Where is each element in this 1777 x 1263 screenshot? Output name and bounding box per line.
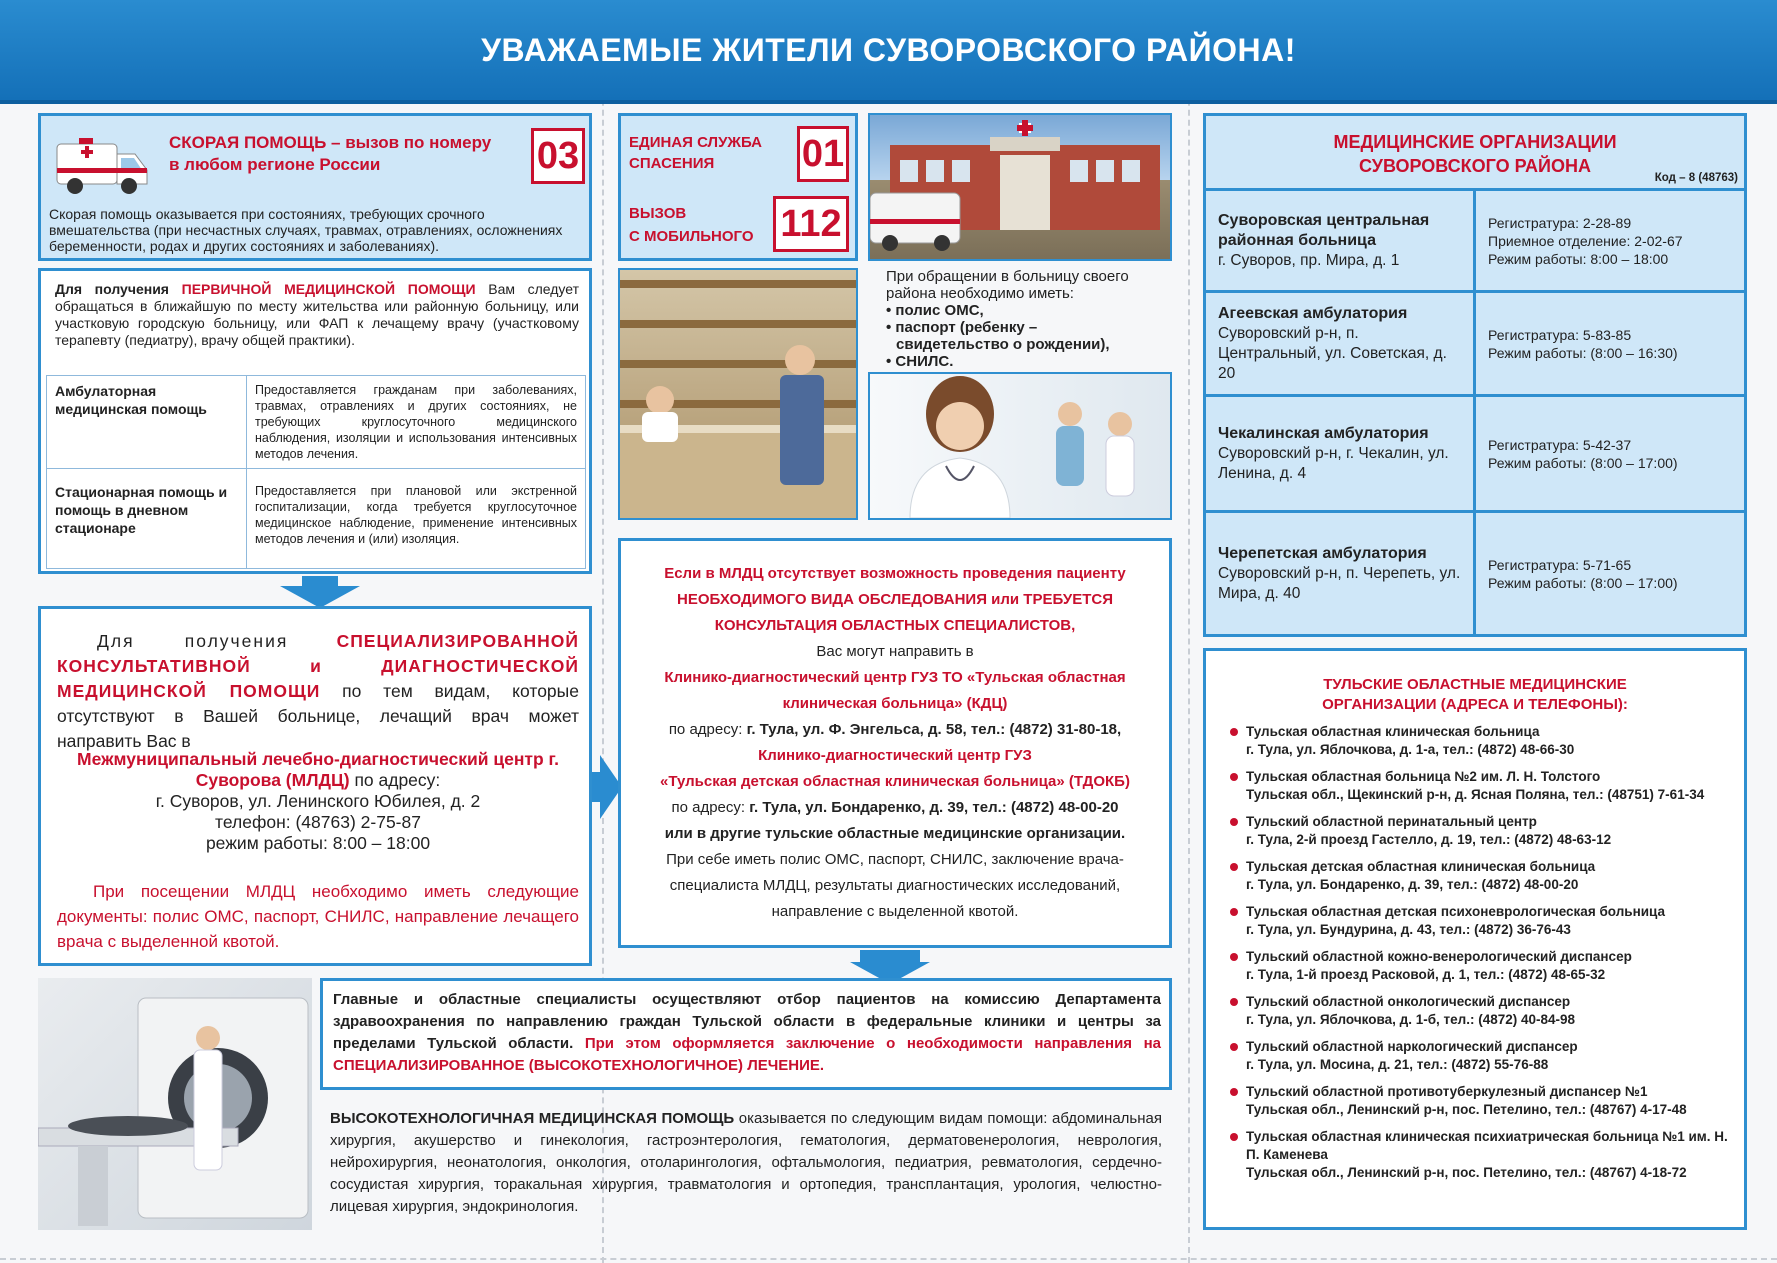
- list-item: [1226, 1128, 1732, 1182]
- tula-org-name: Тульская областная клиническая больница: [1246, 724, 1540, 739]
- orgs-title-line1: МЕДИЦИНСКИЕ ОРГАНИЗАЦИИ: [1333, 132, 1617, 152]
- bring-documents: При себе иметь полис ОМС, паспорт, СНИЛС, заключение врача-специалиста МЛДЦ, результаты диагностических исследований, направление с выделенной квотой.: [666, 851, 1124, 920]
- required-documents: [886, 268, 1176, 370]
- table-row: [47, 376, 586, 469]
- tula-org-name: Тульская детская областная клиническая больница: [1246, 859, 1596, 874]
- ct-scanner-photo: [38, 978, 312, 1230]
- hightech-list: оказывается по следующим видам помощи: абдоминальная хирургия, акушерство и гинекология, гастроэнтерология, гематология, дерматовенерология, неврология, нейрохирургия, неонатология, онкология, отоларингология, офтальмология, педиатрия, ревматология, сердечно-сосудистая хирургия, торакальная хирургия, травматология и ортопедия, трансплантация, урология, челюстно-лицевая хирургия, эндокринология.: [330, 1110, 1162, 1215]
- rescue-label: [629, 132, 762, 174]
- rescue-label-line2: СПАСЕНИЯ: [629, 155, 715, 172]
- org-info-cell: [1475, 190, 1746, 292]
- page-title: УВАЖАЕМЫЕ ЖИТЕЛИ СУВОРОВСКОГО РАЙОНА!: [481, 31, 1296, 68]
- specialized-intro-red: СПЕЦИАЛИЗИРОВАННОЙ КОНСУЛЬТАТИВНОЙ и ДИАГНОСТИЧЕСКОЙ МЕДИЦИНСКОЙ ПОМОЩИ: [57, 631, 579, 701]
- tula-title-line2: ОРГАНИЗАЦИИ (АДРЕСА И ТЕЛЕФОНЫ):: [1322, 696, 1628, 713]
- ambulance-number: 03: [531, 128, 585, 184]
- care-type-name: Амбулаторная медицинская помощь: [47, 376, 247, 469]
- tula-org-name: Тульская областная больница №2 им. Л. Н. Толстого: [1246, 769, 1601, 784]
- org-info-line: Регистратура: 5-71-65: [1488, 556, 1632, 573]
- org-address: Суворовский р-н, г. Чекалин, ул. Ленина, д. 4: [1218, 444, 1449, 482]
- org-info-line: Режим работы: (8:00 – 17:00): [1488, 454, 1678, 471]
- tula-org-name: Тульский областной наркологический диспансер: [1246, 1039, 1578, 1054]
- mldc-referral-text: [635, 561, 1155, 925]
- orgs-header-box: [1203, 113, 1747, 191]
- doctor-photo: [868, 372, 1172, 520]
- org-cell: [1205, 512, 1475, 636]
- doctor-icon: [870, 374, 1170, 518]
- primary-care-box: [38, 268, 592, 574]
- mldc-referral-send: Вас могут направить в: [816, 643, 974, 660]
- org-address: г. Суворов, пр. Мира, д. 1: [1218, 251, 1400, 269]
- mobile-number: 112: [773, 196, 849, 252]
- kdc-name: Клинико-диагностический центр ГУЗ ТО «Тульская областная клиническая больница» (КДЦ): [664, 669, 1126, 712]
- tula-title-line1: ТУЛЬСКИЕ ОБЛАСТНЫЕ МЕДИЦИНСКИЕ: [1323, 676, 1627, 693]
- other-orgs: или в другие тульские областные медицинские организации.: [664, 825, 1126, 842]
- tula-org-address: г. Тула, ул. Бундурина, д. 43, тел.: (4872) 36-76-43: [1246, 922, 1571, 937]
- org-cell: [1205, 292, 1475, 396]
- primary-care-intro: [55, 281, 579, 349]
- tula-org-address: Тульская обл., Щекинский р-н, д. Ясная Поляна, тел.: (48751) 7-61-34: [1246, 787, 1705, 802]
- specialized-intro-a: Для получения: [97, 631, 289, 651]
- tula-org-address: г. Тула, ул. Яблочкова, д. 1-б, тел.: (4872) 40-84-98: [1246, 1012, 1576, 1027]
- ct-scanner-icon: [38, 978, 312, 1230]
- org-cell: [1205, 190, 1475, 292]
- tula-org-name: Тульский областной перинатальный центр: [1246, 814, 1537, 829]
- orgs-table: [1203, 188, 1747, 637]
- primary-care-table: [46, 375, 586, 569]
- tula-org-address: г. Тула, ул. Яблочкова, д. 1-а, тел.: (4872) 48-66-30: [1246, 742, 1575, 757]
- ambulance-title: [169, 132, 491, 176]
- tula-org-address: Тульская обл., Ленинский р-н, пос. Петелино, тел.: (48767) 4-17-48: [1246, 1102, 1687, 1117]
- ambulance-icon: [51, 124, 151, 204]
- ambulance-text: Скорая помощь оказывается при состояниях, требующих срочного вмешательства (при несчастных случаях, травмах, отравлениях, осложнениях беременности, родах и других состояниях и заболеваниях).: [49, 206, 563, 254]
- phone-code: Код – 8 (48763): [1654, 172, 1738, 184]
- kdc-address: г. Тула, ул. Ф. Энгельса, д. 58, тел.: (4872) 31-80-18,: [746, 721, 1122, 738]
- mldc-referral-box: [618, 538, 1172, 948]
- fold-line: [1188, 0, 1190, 1263]
- selection-text-end: .: [819, 1057, 825, 1074]
- tula-org-name: Тульский областной кожно-венерологический диспансер: [1246, 949, 1632, 964]
- care-type-desc: Предоставляется гражданам при заболеваниях, травмах, отравлениях и других состояниях, не требующих круглосуточного медицинского наблюдения, изоляции и использования интенсивных методов лечения.: [247, 376, 586, 469]
- registry-photo: [618, 268, 858, 520]
- org-info-cell: [1475, 292, 1746, 396]
- fold-line: [0, 1258, 1777, 1260]
- hospital-building-icon: [870, 115, 1170, 259]
- list-item: [1226, 723, 1732, 759]
- table-row: [47, 469, 586, 569]
- tula-org-address: г. Тула, 1-й проезд Расковой, д. 1, тел.: (4872) 48-65-32: [1246, 967, 1606, 982]
- org-cell: [1205, 396, 1475, 512]
- list-item: [1226, 993, 1732, 1029]
- tula-org-name: Тульская областная детская психоневрологическая больница: [1246, 904, 1665, 919]
- orgs-title-line2: СУВОРОВСКОГО РАЙОНА: [1359, 156, 1591, 176]
- org-info-cell: [1475, 512, 1746, 636]
- specialized-care-box: [38, 606, 592, 966]
- tdokb-name-line1: Клинико-диагностический центр ГУЗ: [758, 747, 1032, 764]
- hightech-title: ВЫСОКОТЕХНОЛОГИЧНАЯ МЕДИЦИНСКАЯ ПОМОЩЬ: [330, 1110, 735, 1127]
- tula-orgs-title: [1206, 675, 1744, 715]
- list-item: [1226, 813, 1732, 849]
- mobile-label-line1: ВЫЗОВ: [629, 205, 687, 222]
- specialized-intro-b: по тем видам, которые отсутствуют в Вашей больнице, лечащий врач может направить Вас в: [57, 681, 579, 751]
- tula-org-name: Тульский областной онкологический диспансер: [1246, 994, 1571, 1009]
- list-item: [1226, 768, 1732, 804]
- org-info-line: Регистратура: 2-28-89: [1488, 214, 1632, 231]
- tula-org-name: Тульский областной противотуберкулезный диспансер №1: [1246, 1084, 1648, 1099]
- list-item: [1226, 903, 1732, 939]
- table-row: [1205, 396, 1746, 512]
- org-name: Суворовская центральная районная больница: [1218, 211, 1430, 249]
- orgs-title: [1206, 130, 1744, 178]
- hospital-photo: [868, 113, 1172, 261]
- selection-text: [333, 989, 1161, 1077]
- org-info-line: Регистратура: 5-42-37: [1488, 436, 1632, 453]
- primary-intro-red: ПЕРВИЧНОЙ МЕДИЦИНСКОЙ ПОМОЩИ: [181, 281, 476, 297]
- mldc-hours: режим работы: 8:00 – 18:00: [205, 833, 431, 853]
- org-info-line: Регистратура: 5-83-85: [1488, 326, 1632, 343]
- ambulance-title-line1: СКОРАЯ ПОМОЩЬ – вызов по номеру: [169, 133, 492, 152]
- documents-intro: При обращении в больницу своего района необходимо иметь:: [886, 268, 1129, 302]
- list-item: [1226, 948, 1732, 984]
- tula-orgs-list: [1226, 723, 1732, 1191]
- ambulance-box: [38, 113, 592, 261]
- tdokb-name-line2: «Тульская детская областная клиническая больница» (ТДОКБ): [660, 773, 1130, 790]
- table-row: [1205, 292, 1746, 396]
- org-address: Суворовский р-н, п. Черепеть, ул. Мира, д. 40: [1218, 564, 1461, 602]
- kdc-address-label: по адресу:: [668, 721, 743, 738]
- ambulance-title-line2: в любом регионе России: [169, 155, 381, 174]
- rescue-label-line1: ЕДИНАЯ СЛУЖБА: [629, 134, 763, 151]
- list-item: [1226, 1083, 1732, 1119]
- list-item: [1226, 1038, 1732, 1074]
- document-item: свидетельство о рождении),: [896, 336, 1110, 353]
- tula-org-name: Тульская областная клиническая психиатрическая больница №1 им. Н. П. Каменева: [1246, 1129, 1728, 1162]
- org-info-line: Режим работы: 8:00 – 18:00: [1488, 250, 1669, 267]
- mldc-center-info: [57, 749, 579, 854]
- tdokb-address-label: по адресу:: [671, 799, 746, 816]
- page-header: [0, 0, 1777, 104]
- mldc-center-name: Межмуниципальный лечебно-диагностический центр г. Суворова (МЛДЦ): [77, 749, 559, 790]
- tula-org-address: г. Тула, ул. Бондаренко, д. 39, тел.: (4872) 48-00-20: [1246, 877, 1579, 892]
- tula-org-address: г. Тула, 2-й проезд Гастелло, д. 19, тел.: (4872) 48-63-12: [1246, 832, 1612, 847]
- org-name: Агеевская амбулатория: [1218, 304, 1408, 322]
- selection-text-red: При этом оформляется заключение о необходимости направления на СПЕЦИАЛИЗИРОВАННОЕ (ВЫСОКОТЕХНОЛОГИЧНОЕ) ЛЕЧЕНИЕ: [333, 1035, 1161, 1074]
- mobile-label: [629, 202, 754, 248]
- document-item: • СНИЛС.: [886, 353, 954, 370]
- rescue-number: 01: [797, 126, 849, 182]
- tula-org-address: г. Тула, ул. Мосина, д. 21, тел.: (4872) 55-76-88: [1246, 1057, 1549, 1072]
- primary-intro-a: Для получения: [55, 281, 169, 297]
- mobile-label-line2: С МОБИЛЬНОГО: [629, 228, 754, 245]
- org-address: Суворовский р-н, п. Центральный, ул. Советская, д. 20: [1218, 324, 1447, 382]
- mldc-address: г. Суворов, ул. Ленинского Юбилея, д. 2: [155, 791, 481, 811]
- org-info-cell: [1475, 396, 1746, 512]
- table-row: [1205, 190, 1746, 292]
- arrow-down-icon: [302, 576, 338, 586]
- tdokb-address: г. Тула, ул. Бондаренко, д. 39, тел.: (4872) 48-00-20: [749, 799, 1119, 816]
- selection-text-a: Главные и областные специалисты осуществляют отбор пациентов на комиссию Департамента здравоохранения по направлению граждан Тульской области в федеральные клиники и центры за пределами Тульской области.: [333, 991, 1161, 1052]
- document-item: • паспорт (ребенку –: [886, 319, 1038, 336]
- org-name: Чекалинская амбулатория: [1218, 424, 1429, 442]
- care-type-name: Стационарная помощь и помощь в дневном стационаре: [47, 469, 247, 569]
- primary-intro-b: Вам следует обращаться в ближайшую по месту жительства или районную больницу, или участковую городскую больницу, или ФАП к лечащему врачу (участковому терапевту (педиатру), врачу общей практики).: [55, 281, 580, 348]
- table-row: [1205, 512, 1746, 636]
- selection-box: [320, 978, 1172, 1090]
- arrow-down-icon: [860, 950, 920, 962]
- mldc-documents: При посещении МЛДЦ необходимо иметь следующие документы: полис ОМС, паспорт, СНИЛС, направление лечащего врача с выделенной квотой.: [57, 882, 579, 951]
- tula-orgs-box: [1203, 648, 1747, 1230]
- arrow-down-icon: [280, 586, 360, 608]
- document-item: • полис ОМС,: [886, 302, 984, 319]
- org-info-line: Режим работы: (8:00 – 16:30): [1488, 344, 1678, 361]
- org-info-line: Режим работы: (8:00 – 17:00): [1488, 574, 1678, 591]
- specialized-intro: [57, 629, 579, 754]
- mldc-referral-condition: Если в МЛДЦ отсутствует возможность проведения пациенту НЕОБХОДИМОГО ВИДА ОБСЛЕДОВАНИЯ или ТРЕБУЕТСЯ КОНСУЛЬТАЦИЯ ОБЛАСТНЫХ СПЕЦИАЛИСТОВ,: [664, 565, 1126, 634]
- tula-org-address: Тульская обл., Ленинский р-н, пос. Петелино, тел.: (48767) 4-18-72: [1246, 1165, 1687, 1180]
- org-info-line: Приемное отделение: 2-02-67: [1488, 232, 1683, 249]
- mldc-phone: телефон: (48763) 2-75-87: [215, 812, 421, 832]
- registry-scene-icon: [620, 270, 856, 518]
- mldc-center-after: по адресу:: [354, 770, 441, 790]
- care-type-desc: Предоставляется при плановой или экстренной госпитализации, когда требуется круглосуточное медицинское наблюдение, применение интенсивных методов лечения и (или) изоляция.: [247, 469, 586, 569]
- org-name: Черепетская амбулатория: [1218, 544, 1427, 562]
- list-item: [1226, 858, 1732, 894]
- rescue-box: [618, 113, 858, 261]
- hightech-text: [330, 1108, 1162, 1218]
